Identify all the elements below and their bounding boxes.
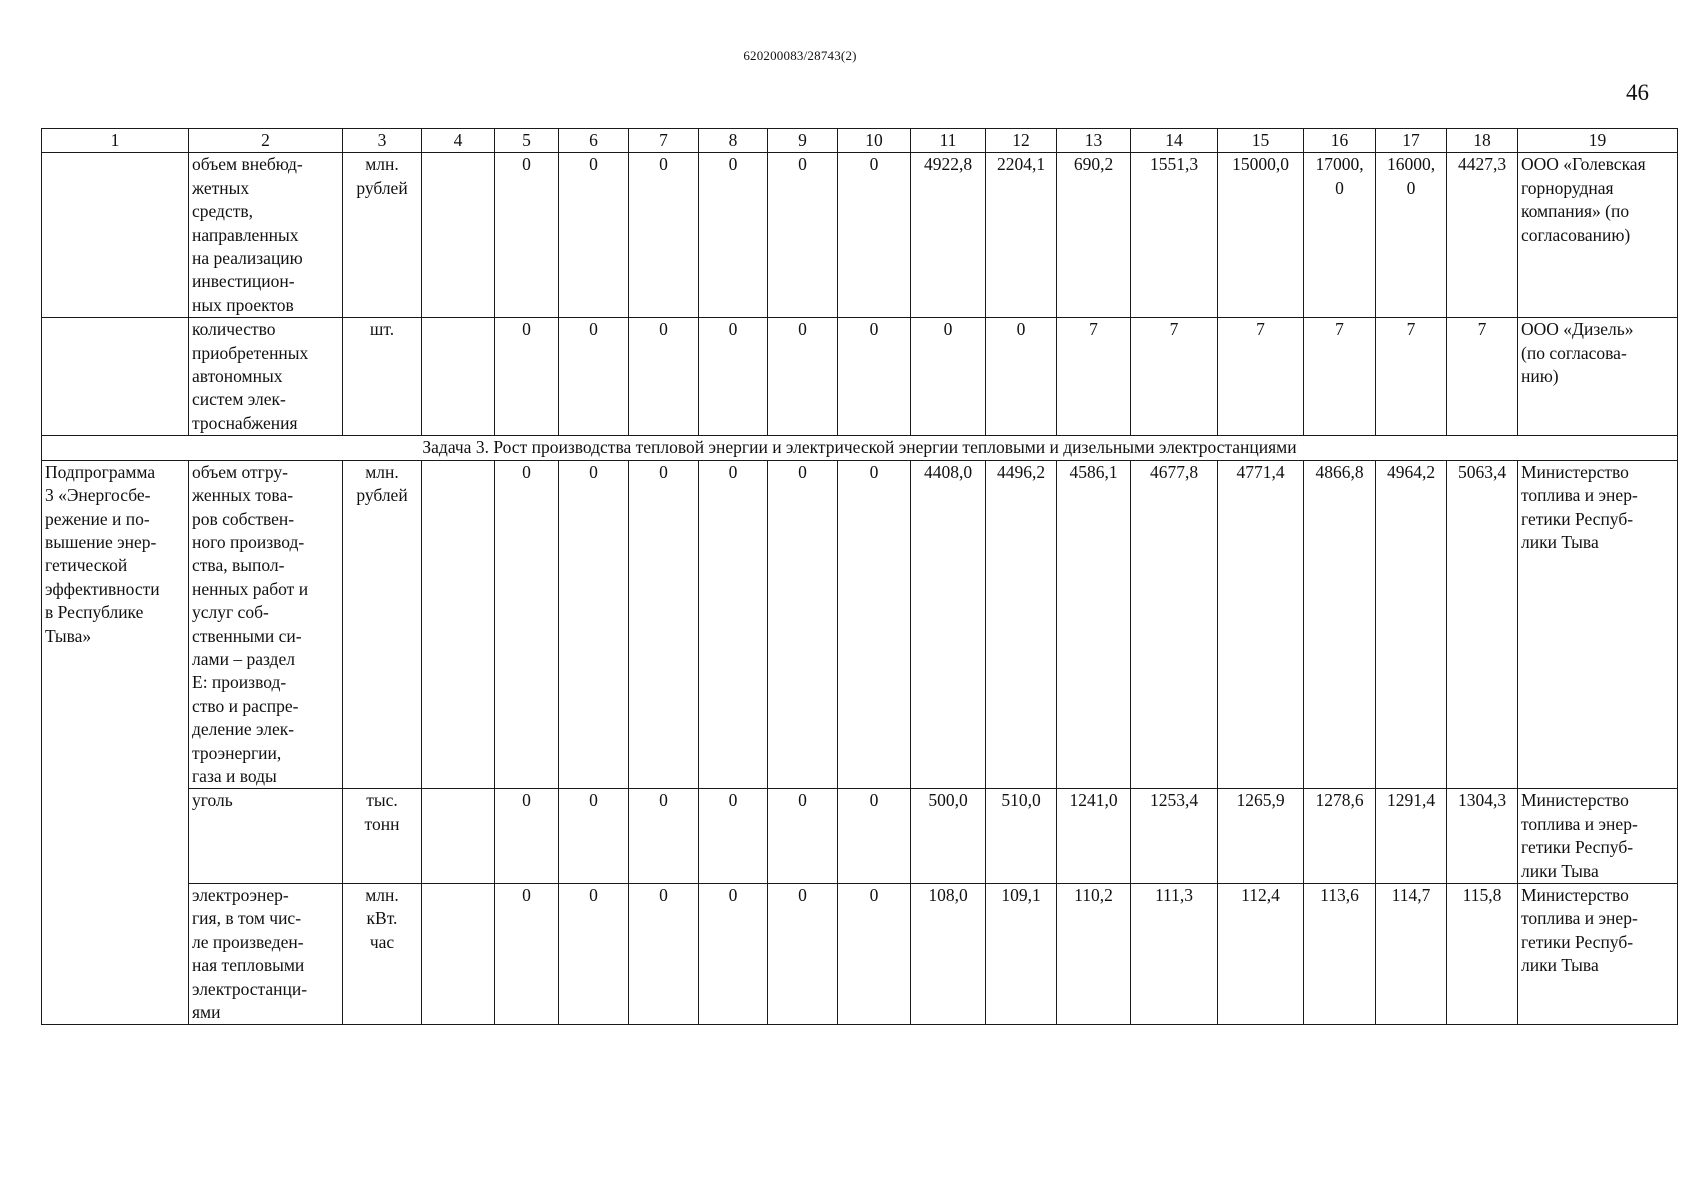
value-cell: 7	[1218, 318, 1304, 436]
value-cell: 1278,6	[1304, 789, 1376, 884]
indicator-name: количество приобретенных автономных систем элек- троснабжения	[189, 318, 343, 436]
value-cell: 0	[495, 884, 559, 1025]
empty-cell	[422, 318, 495, 436]
value-cell: 0	[838, 460, 911, 789]
table-row	[42, 318, 1678, 436]
column-number: 1	[42, 129, 189, 153]
value-cell: 108,0	[911, 884, 986, 1025]
value-cell: 1304,3	[1447, 789, 1518, 884]
value-cell: 4922,8	[911, 153, 986, 318]
unit-cell: тыс. тонн	[343, 789, 422, 884]
value-cell: 0	[838, 789, 911, 884]
value-cell: 4496,2	[986, 460, 1057, 789]
indicator-name: уголь	[189, 789, 343, 884]
value-cell: 0	[699, 460, 768, 789]
value-cell: 115,8	[1447, 884, 1518, 1025]
column-number: 16	[1304, 129, 1376, 153]
value-cell: 7	[1376, 318, 1447, 436]
value-cell: 0	[699, 884, 768, 1025]
program-cell	[42, 153, 189, 318]
empty-cell	[422, 153, 495, 318]
page-number: 46	[1626, 80, 1649, 105]
value-cell: 1265,9	[1218, 789, 1304, 884]
value-cell: 4427,3	[1447, 153, 1518, 318]
value-cell: 510,0	[986, 789, 1057, 884]
empty-cell	[422, 789, 495, 884]
column-number-row	[42, 129, 1678, 153]
column-number: 4	[422, 129, 495, 153]
value-cell: 111,3	[1131, 884, 1218, 1025]
value-cell: 15000,0	[1218, 153, 1304, 318]
value-cell: 17000, 0	[1304, 153, 1376, 318]
value-cell: 500,0	[911, 789, 986, 884]
value-cell: 0	[559, 318, 629, 436]
responsible-cell: Министерство топлива и энер- гетики Респуб- лики Тыва	[1518, 789, 1678, 884]
responsible-cell: Министерство топлива и энер- гетики Респуб- лики Тыва	[1518, 884, 1678, 1025]
column-number: 17	[1376, 129, 1447, 153]
value-cell: 112,4	[1218, 884, 1304, 1025]
value-cell: 0	[838, 153, 911, 318]
column-number: 8	[699, 129, 768, 153]
value-cell: 0	[495, 789, 559, 884]
value-cell: 0	[495, 318, 559, 436]
task-row	[42, 436, 1678, 460]
value-cell: 0	[911, 318, 986, 436]
program-name: Подпрограмма 3 «Энергосбе- режение и по- вышение энер- гетической эффективности в Республике Тыва»	[42, 460, 189, 1025]
value-cell: 5063,4	[1447, 460, 1518, 789]
value-cell: 7	[1131, 318, 1218, 436]
indicator-name: объем внебюд- жетных средств, направленных на реализацию инвестицион- ных проектов	[189, 153, 343, 318]
value-cell: 0	[629, 153, 699, 318]
value-cell: 109,1	[986, 884, 1057, 1025]
value-cell: 0	[629, 460, 699, 789]
responsible-cell: ООО «Голевская горнорудная компания» (по согласованию)	[1518, 153, 1678, 318]
table-row	[42, 884, 1678, 1025]
value-cell: 1241,0	[1057, 789, 1131, 884]
value-cell: 7	[1304, 318, 1376, 436]
value-cell: 0	[768, 884, 838, 1025]
value-cell: 113,6	[1304, 884, 1376, 1025]
value-cell: 0	[495, 153, 559, 318]
column-number: 3	[343, 129, 422, 153]
column-number: 14	[1131, 129, 1218, 153]
unit-cell: млн. кВт. час	[343, 884, 422, 1025]
task-heading: Задача 3. Рост производства тепловой энергии и электрической энергии тепловыми и дизельными электростанциями	[42, 436, 1678, 460]
value-cell: 0	[559, 460, 629, 789]
column-number: 15	[1218, 129, 1304, 153]
value-cell: 0	[699, 789, 768, 884]
value-cell: 7	[1057, 318, 1131, 436]
column-number: 2	[189, 129, 343, 153]
unit-cell: шт.	[343, 318, 422, 436]
unit-cell: млн. рублей	[343, 460, 422, 789]
column-number: 11	[911, 129, 986, 153]
value-cell: 0	[559, 884, 629, 1025]
value-cell: 4771,4	[1218, 460, 1304, 789]
value-cell: 4586,1	[1057, 460, 1131, 789]
value-cell: 0	[768, 153, 838, 318]
value-cell: 0	[699, 153, 768, 318]
value-cell: 0	[629, 884, 699, 1025]
table-row	[42, 789, 1678, 884]
value-cell: 0	[559, 153, 629, 318]
value-cell: 0	[768, 460, 838, 789]
empty-cell	[422, 460, 495, 789]
value-cell: 0	[986, 318, 1057, 436]
column-number: 12	[986, 129, 1057, 153]
column-number: 9	[768, 129, 838, 153]
value-cell: 1291,4	[1376, 789, 1447, 884]
value-cell: 110,2	[1057, 884, 1131, 1025]
responsible-cell: Министерство топлива и энер- гетики Респуб- лики Тыва	[1518, 460, 1678, 789]
value-cell: 0	[838, 318, 911, 436]
document-id: 620200083/28743(2)	[743, 48, 857, 63]
value-cell: 4677,8	[1131, 460, 1218, 789]
column-number: 19	[1518, 129, 1678, 153]
value-cell: 0	[699, 318, 768, 436]
unit-cell: млн. рублей	[343, 153, 422, 318]
indicator-name: объем отгру- женных това- ров собствен- ного производ- ства, выпол- ненных работ и услуг соб- ственными си- лами – раздел Е: производ- ство и распре- деление элек- троэнергии, газа и воды	[189, 460, 343, 789]
empty-cell	[422, 884, 495, 1025]
column-number: 10	[838, 129, 911, 153]
column-number: 13	[1057, 129, 1131, 153]
value-cell: 4408,0	[911, 460, 986, 789]
indicators-table	[41, 128, 1678, 1025]
value-cell: 690,2	[1057, 153, 1131, 318]
indicator-name: электроэнер- гия, в том чис- ле произведен- ная тепловыми электростанци- ями	[189, 884, 343, 1025]
value-cell: 0	[629, 318, 699, 436]
column-number: 6	[559, 129, 629, 153]
value-cell: 0	[768, 789, 838, 884]
column-number: 18	[1447, 129, 1518, 153]
value-cell: 1253,4	[1131, 789, 1218, 884]
value-cell: 0	[495, 460, 559, 789]
value-cell: 7	[1447, 318, 1518, 436]
column-number: 7	[629, 129, 699, 153]
value-cell: 4964,2	[1376, 460, 1447, 789]
table-row	[42, 153, 1678, 318]
value-cell: 16000, 0	[1376, 153, 1447, 318]
value-cell: 114,7	[1376, 884, 1447, 1025]
responsible-cell: ООО «Дизель» (по согласова- нию)	[1518, 318, 1678, 436]
value-cell: 0	[629, 789, 699, 884]
value-cell: 0	[768, 318, 838, 436]
column-number: 5	[495, 129, 559, 153]
program-cell	[42, 318, 189, 436]
value-cell: 1551,3	[1131, 153, 1218, 318]
table-row	[42, 460, 1678, 789]
value-cell: 4866,8	[1304, 460, 1376, 789]
value-cell: 0	[838, 884, 911, 1025]
value-cell: 2204,1	[986, 153, 1057, 318]
value-cell: 0	[559, 789, 629, 884]
